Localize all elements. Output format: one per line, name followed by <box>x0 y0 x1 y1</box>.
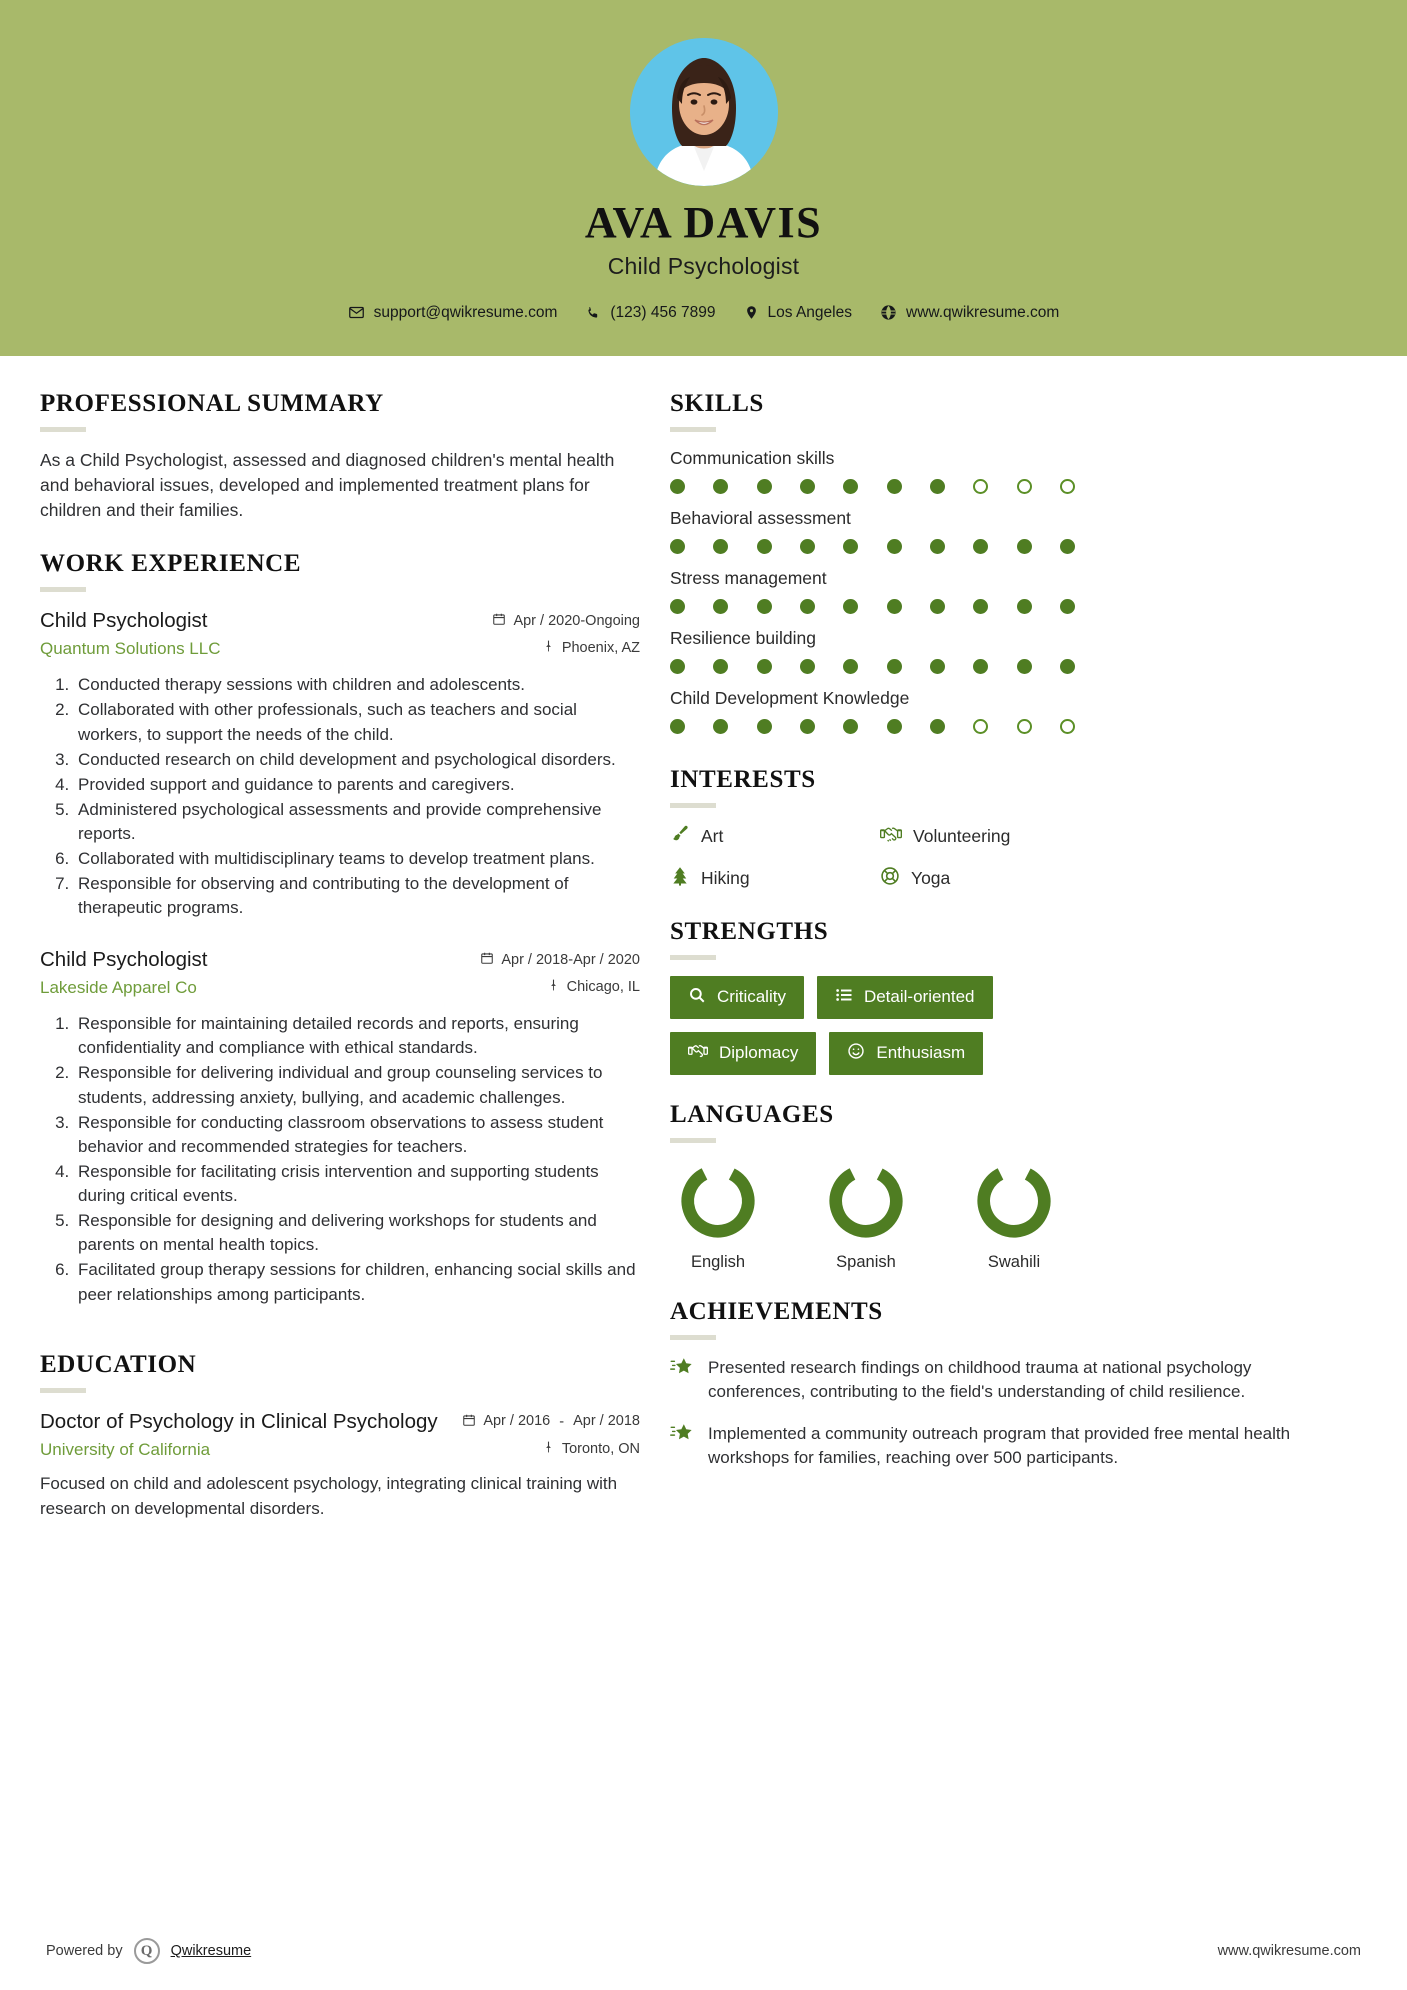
handshake-icon <box>688 1042 708 1065</box>
work-item-header <box>40 947 640 999</box>
rating-dot-filled <box>757 479 772 494</box>
rating-dot-filled <box>800 659 815 674</box>
language-item <box>818 1159 914 1272</box>
rating-dot-filled <box>800 719 815 734</box>
left-column <box>40 390 640 1530</box>
achievement-item <box>670 1422 1333 1470</box>
rating-dot-filled <box>887 539 902 554</box>
right-column <box>670 390 1333 1489</box>
achievements-heading: ACHIEVEMENTS <box>670 1297 883 1325</box>
work-bullet: 1. Responsible for maintaining detailed records and reports, ensuring confidentiality and compliance with ethical standards. <box>74 1012 640 1060</box>
strengths-list <box>670 976 1090 1075</box>
education-location-text: Toronto, ON <box>561 1440 640 1457</box>
achievement-text: Presented research findings on childhood trauma at national psychology conferences, contributing to the field's understanding of child resilience. <box>708 1357 1252 1401</box>
rating-dot-filled <box>843 659 858 674</box>
strength-chip-enthusiasm <box>829 1032 983 1075</box>
interest-item-hiking <box>670 865 880 892</box>
spacer <box>40 1333 640 1351</box>
envelope-icon <box>348 304 365 321</box>
rating-dot-filled <box>887 479 902 494</box>
spacer <box>670 748 1333 766</box>
skills-list <box>670 448 1333 734</box>
section-rule <box>670 1335 716 1340</box>
skill-label: Resilience building <box>670 627 816 648</box>
skill-rating <box>670 479 1075 494</box>
spacer <box>670 1083 1333 1101</box>
interest-label: Volunteering <box>913 825 1011 846</box>
rating-dot-filled <box>930 539 945 554</box>
summary-text: As a Child Psychologist, assessed and diagnosed children's mental health and behavioral issues, developed and implemented treatment plans for children and their families. <box>40 449 615 521</box>
rating-dot-filled <box>973 599 988 614</box>
work-bullet: 2. Responsible for delivering individual and group counseling services to students, addressing anxiety, bullying, and academic challenges. <box>74 1061 640 1109</box>
section-rule <box>670 1138 716 1143</box>
work-item <box>40 608 640 921</box>
rating-dot-filled <box>843 539 858 554</box>
interests-heading: INTERESTS <box>670 765 816 793</box>
section-professional-summary <box>40 390 640 524</box>
work-role: Child Psychologist <box>40 947 208 971</box>
rating-dot-filled <box>930 659 945 674</box>
rating-dot-filled <box>930 479 945 494</box>
strength-label: Criticality <box>717 987 786 1007</box>
language-progress-ring <box>972 1159 1056 1243</box>
spacer <box>670 1280 1333 1298</box>
contact-website[interactable] <box>880 304 1059 322</box>
rating-dot-filled <box>670 479 685 494</box>
calendar-icon <box>480 951 494 969</box>
contact-email-text: support@qwikresume.com <box>373 303 558 321</box>
rating-dot-filled <box>1060 599 1075 614</box>
globe-icon <box>880 304 897 321</box>
section-rule <box>40 1388 86 1393</box>
rating-dot-filled <box>843 479 858 494</box>
work-meta <box>492 608 640 657</box>
interests-grid <box>670 824 1333 892</box>
qwikresume-brand-link[interactable]: Qwikresume <box>170 1943 252 1959</box>
page-title: AVA DAVIS <box>584 198 823 247</box>
work-date-text: Apr / 2018-Apr / 2020 <box>501 951 640 968</box>
education-item <box>40 1409 640 1522</box>
calendar-icon <box>462 1413 476 1431</box>
work-date <box>492 612 640 630</box>
rating-dot-filled <box>713 599 728 614</box>
powered-by-block <box>46 1938 251 1964</box>
education-degree: Doctor of Psychology in Clinical Psychology <box>40 1409 438 1433</box>
map-pin-icon <box>542 639 555 657</box>
education-date <box>462 1413 640 1431</box>
skill-label: Communication skills <box>670 447 835 468</box>
work-location-text: Phoenix, AZ <box>561 639 640 656</box>
lifebuoy-icon <box>880 866 900 891</box>
header-job-title: Child Psychologist <box>607 252 800 279</box>
rating-dot-filled <box>757 539 772 554</box>
education-item-header <box>40 1409 640 1461</box>
language-label: Swahili <box>987 1252 1041 1271</box>
rating-dot-filled <box>1060 659 1075 674</box>
skill-item <box>670 448 1333 494</box>
rating-dot-filled <box>670 719 685 734</box>
calendar-icon <box>492 612 506 630</box>
rating-dot-filled <box>930 599 945 614</box>
work-location <box>492 639 640 657</box>
rating-dot-filled <box>800 479 815 494</box>
skill-item <box>670 508 1333 554</box>
section-rule <box>40 587 86 592</box>
avatar-photo <box>630 38 778 186</box>
rating-dot-filled <box>1060 539 1075 554</box>
work-bullet: 2. Collaborated with other professionals, such as teachers and social workers, to support the needs of the child. <box>74 698 640 746</box>
rating-dot-filled <box>887 719 902 734</box>
rating-dot-filled <box>973 659 988 674</box>
education-heading: EDUCATION <box>40 1350 197 1378</box>
languages-heading: LANGUAGES <box>670 1100 834 1128</box>
tree-icon <box>670 865 690 892</box>
work-bullet: 5. Administered psychological assessments and provide comprehensive reports. <box>74 798 640 846</box>
strength-label: Enthusiasm <box>876 1043 966 1063</box>
spacer <box>40 532 640 550</box>
smiley-icon <box>847 1042 865 1065</box>
section-languages <box>670 1101 1333 1272</box>
work-role: Child Psychologist <box>40 608 208 632</box>
spacer <box>670 900 1333 918</box>
magnifier-icon <box>688 986 706 1009</box>
language-progress-ring <box>824 1159 908 1243</box>
rating-dot-filled <box>887 599 902 614</box>
work-item <box>40 947 640 1307</box>
rating-dot-filled <box>800 599 815 614</box>
phone-icon <box>585 305 601 321</box>
rating-dot-empty <box>1060 479 1075 494</box>
work-date-text: Apr / 2020-Ongoing <box>513 612 640 629</box>
strengths-heading: STRENGTHS <box>670 917 829 945</box>
work-bullet: 7. Responsible for observing and contributing to the development of therapeutic programs. <box>74 872 640 920</box>
date-separator: - <box>559 1413 565 1430</box>
strength-chip-detail-oriented <box>817 976 993 1019</box>
work-bullet: 5. Responsible for designing and delivering workshops for students and parents on mental health topics. <box>74 1209 640 1257</box>
rating-dot-filled <box>1017 539 1032 554</box>
interest-item-art <box>670 824 880 849</box>
list-icon <box>835 986 853 1009</box>
work-meta <box>480 947 640 996</box>
rating-dot-empty <box>973 479 988 494</box>
skill-label: Child Development Knowledge <box>670 687 910 708</box>
education-meta <box>462 1409 640 1458</box>
resume-body <box>0 356 1407 1912</box>
education-school: University of California <box>40 1440 211 1460</box>
languages-list <box>670 1159 1333 1272</box>
section-rule <box>40 427 86 432</box>
work-bullet: 6. Collaborated with multidisciplinary teams to develop treatment plans. <box>74 847 640 871</box>
skill-label: Behavioral assessment <box>670 507 851 528</box>
work-item-titles <box>40 947 480 999</box>
resume-header <box>0 0 1407 356</box>
work-bullet: 4. Responsible for facilitating crisis intervention and supporting students during critical events. <box>74 1160 640 1208</box>
work-location <box>480 978 640 996</box>
section-education <box>40 1351 640 1522</box>
language-item <box>670 1159 766 1272</box>
work-company: Quantum Solutions LLC <box>40 639 221 659</box>
interest-label: Art <box>701 825 724 846</box>
work-bullet: 4. Provided support and guidance to parents and caregivers. <box>74 773 640 797</box>
section-achievements <box>670 1298 1333 1471</box>
rating-dot-filled <box>670 659 685 674</box>
skill-label: Stress management <box>670 567 827 588</box>
education-item-titles <box>40 1409 462 1461</box>
language-label: English <box>690 1252 746 1271</box>
rating-dot-empty <box>973 719 988 734</box>
strength-chip-diplomacy <box>670 1032 816 1075</box>
handshake-icon <box>880 824 902 849</box>
skill-item <box>670 688 1333 734</box>
skills-heading: SKILLS <box>670 389 764 417</box>
contact-location[interactable] <box>744 304 852 322</box>
qwikresume-logo-icon <box>134 1938 160 1964</box>
rating-dot-empty <box>1017 719 1032 734</box>
contact-website-text: www.qwikresume.com <box>906 303 1060 321</box>
map-pin-icon <box>542 1440 555 1458</box>
footer-website[interactable]: www.qwikresume.com <box>1217 1943 1361 1959</box>
rating-dot-filled <box>843 599 858 614</box>
section-rule <box>670 955 716 960</box>
contact-email[interactable] <box>348 304 558 322</box>
work-location-text: Chicago, IL <box>566 978 640 995</box>
map-pin-icon <box>547 978 560 996</box>
shooting-star-icon <box>670 1422 694 1449</box>
logo-letter: Q <box>140 1942 153 1959</box>
rating-dot-empty <box>1017 479 1032 494</box>
achievement-text: Implemented a community outreach program that provided free mental health workshops for families, reaching over 500 participants. <box>708 1423 1291 1467</box>
strength-chip-criticality <box>670 976 804 1019</box>
strength-label: Diplomacy <box>719 1043 799 1063</box>
work-bullets <box>74 673 640 920</box>
achievement-item <box>670 1356 1333 1404</box>
language-label: Spanish <box>836 1252 896 1271</box>
language-item <box>966 1159 1062 1272</box>
interest-label: Hiking <box>701 867 750 888</box>
language-progress-ring <box>676 1159 760 1243</box>
education-date-start: Apr / 2016 <box>483 1413 551 1430</box>
work-item-header <box>40 608 640 660</box>
rating-dot-filled <box>670 599 685 614</box>
work-bullet: 3. Conducted research on child development and psychological disorders. <box>74 748 640 772</box>
shooting-star-icon <box>670 1356 694 1383</box>
contact-row <box>0 304 1407 322</box>
education-date-range <box>483 1413 640 1430</box>
rating-dot-filled <box>930 719 945 734</box>
work-bullets <box>74 1012 640 1307</box>
rating-dot-filled <box>973 539 988 554</box>
powered-by-label: Powered by <box>46 1943 123 1959</box>
rating-dot-filled <box>713 719 728 734</box>
contact-phone-text: (123) 456 7899 <box>610 303 716 321</box>
education-date-end: Apr / 2018 <box>573 1413 640 1430</box>
section-rule <box>670 803 716 808</box>
skill-rating <box>670 599 1075 614</box>
rating-dot-filled <box>800 539 815 554</box>
rating-dot-filled <box>843 719 858 734</box>
skill-item <box>670 568 1333 614</box>
section-strengths <box>670 918 1333 1075</box>
interest-label: Yoga <box>911 867 951 888</box>
contact-location-text: Los Angeles <box>767 303 852 321</box>
interest-item-volunteering <box>880 824 1333 849</box>
section-rule <box>670 427 716 432</box>
paintbrush-icon <box>670 824 690 849</box>
work-item-titles <box>40 608 492 660</box>
education-location <box>462 1440 640 1458</box>
rating-dot-filled <box>757 599 772 614</box>
strength-label: Detail-oriented <box>863 987 975 1007</box>
education-description: Focused on child and adolescent psychology, integrating clinical training with research on developmental disorders. <box>40 1474 618 1518</box>
summary-heading: PROFESSIONAL SUMMARY <box>40 389 384 417</box>
section-interests <box>670 766 1333 892</box>
work-bullet: 3. Responsible for conducting classroom observations to assess student behavior and recommended strategies for teachers. <box>74 1111 640 1159</box>
interest-item-yoga <box>880 865 1333 892</box>
skill-rating <box>670 539 1075 554</box>
rating-dot-filled <box>1017 659 1032 674</box>
section-work-experience <box>40 550 640 1307</box>
skill-rating <box>670 719 1075 734</box>
rating-dot-filled <box>670 539 685 554</box>
skill-item <box>670 628 1333 674</box>
rating-dot-filled <box>757 719 772 734</box>
work-bullet: 6. Facilitated group therapy sessions for children, enhancing social skills and peer relationships among participants. <box>74 1258 640 1306</box>
section-skills <box>670 390 1333 734</box>
work-company: Lakeside Apparel Co <box>40 978 197 998</box>
resume-footer <box>0 1912 1407 1990</box>
work-bullet: 1. Conducted therapy sessions with children and adolescents. <box>74 673 640 697</box>
rating-dot-filled <box>887 659 902 674</box>
rating-dot-filled <box>713 539 728 554</box>
rating-dot-filled <box>713 479 728 494</box>
work-date <box>480 951 640 969</box>
rating-dot-empty <box>1060 719 1075 734</box>
rating-dot-filled <box>1017 599 1032 614</box>
contact-phone[interactable] <box>585 304 715 322</box>
rating-dot-filled <box>713 659 728 674</box>
work-heading: WORK EXPERIENCE <box>40 549 302 577</box>
avatar <box>630 38 778 186</box>
rating-dot-filled <box>757 659 772 674</box>
skill-rating <box>670 659 1075 674</box>
location-pin-icon <box>744 304 759 321</box>
